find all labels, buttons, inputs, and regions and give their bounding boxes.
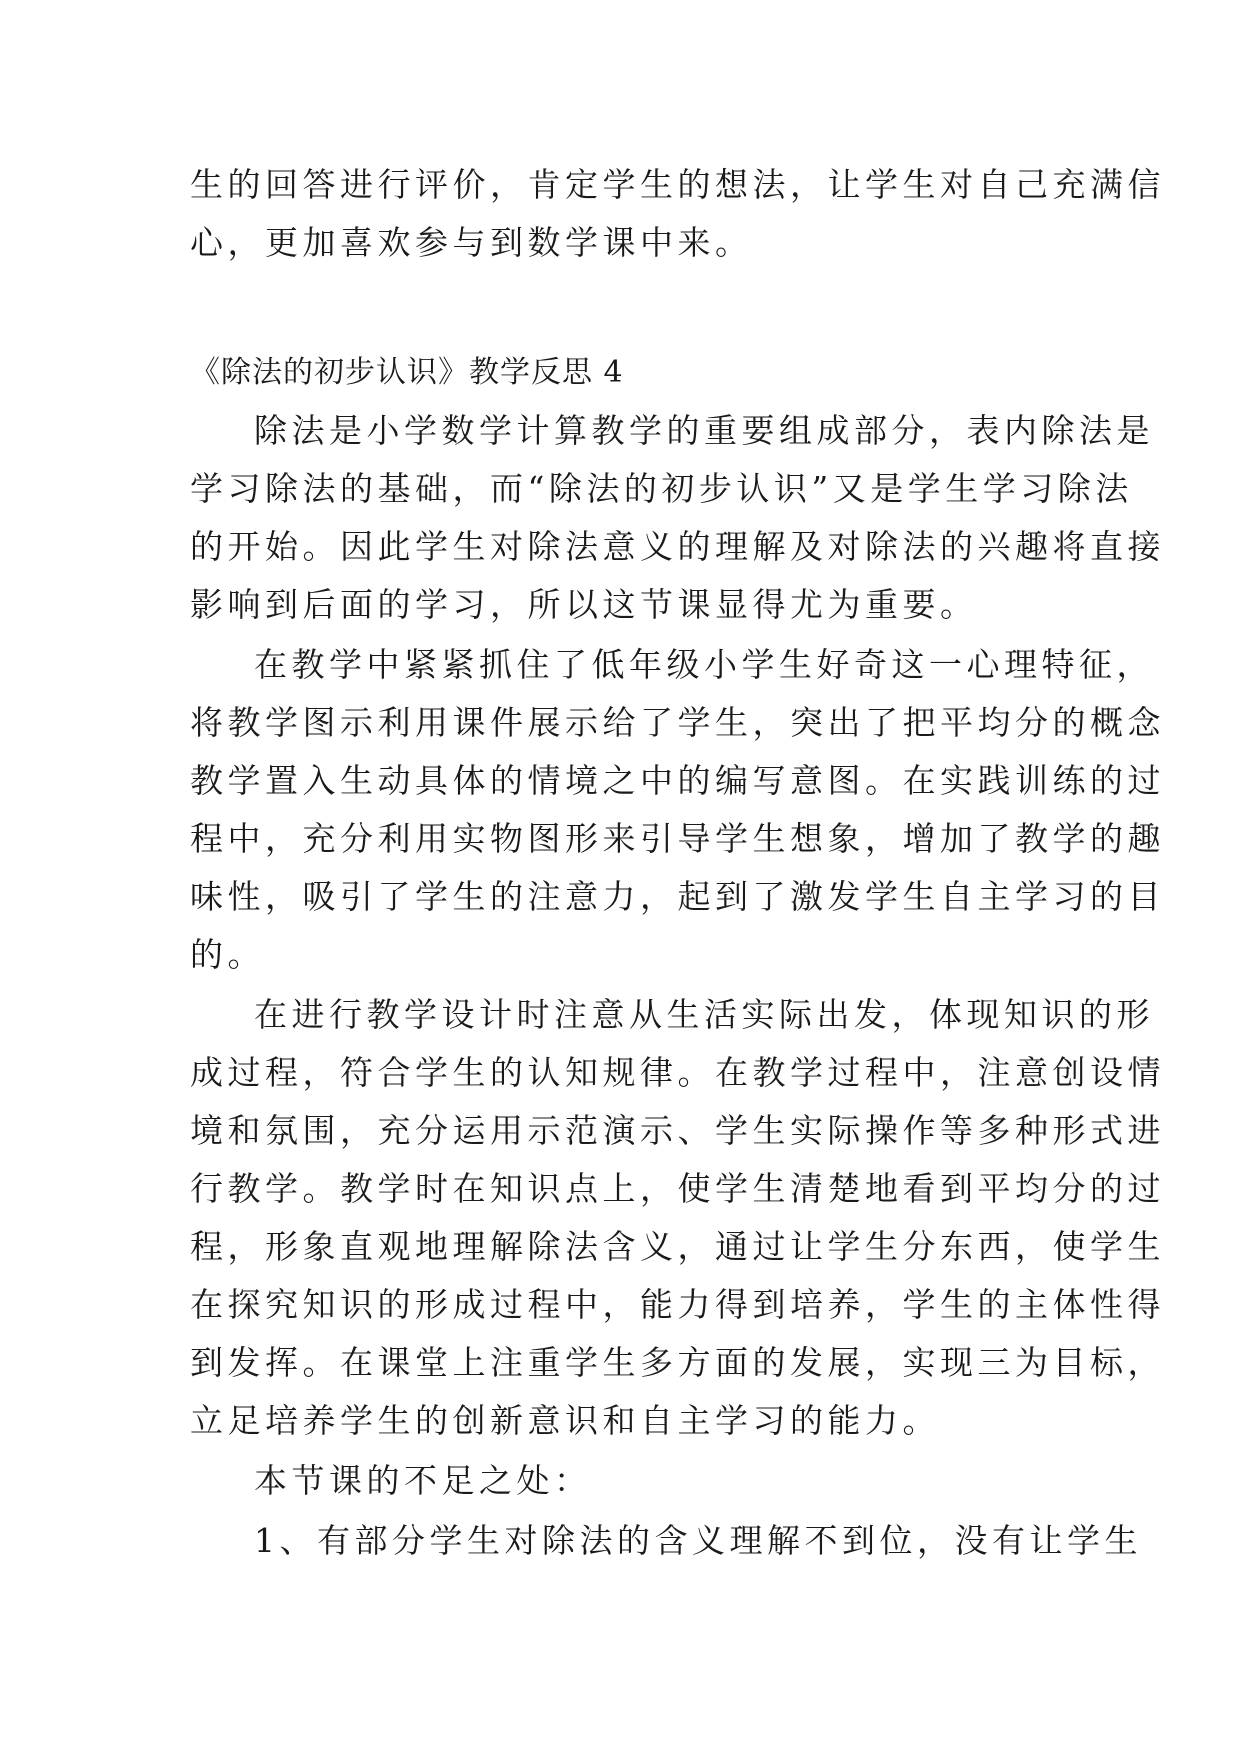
paragraph-line: 学习除法的基础，而“除法的初步认识”又是学生学习除法 (190, 469, 1133, 508)
intro-line: 心，更加喜欢参与到数学课中来。 (190, 223, 753, 262)
paragraph-line: 境和氛围，充分运用示范演示、学生实际操作等多种形式进 (190, 1111, 1165, 1150)
text-column (190, 156, 1165, 1570)
paragraph-line: 程，形象直观地理解除法含义，通过让学生分东西，使学生 (190, 1227, 1165, 1266)
paragraph-line: 到发挥。在课堂上注重学生多方面的发展，实现三为目标， (190, 1343, 1165, 1382)
intro-line: 生的回答进行评价，肯定学生的想法，让学生对自己充满信 (190, 165, 1165, 204)
paragraph-line: 成过程，符合学生的认知规律。在教学过程中，注意创设情 (190, 1053, 1165, 1092)
paragraph-line: 在探究知识的形成过程中，能力得到培养，学生的主体性得 (190, 1285, 1165, 1324)
paragraph-line: 在教学中紧紧抓住了低年级小学生好奇这一心理特征， (254, 645, 1154, 684)
paragraph-line: 将教学图示利用课件展示给了学生，突出了把平均分的概念 (190, 703, 1165, 742)
paragraph-line: 味性，吸引了学生的注意力，起到了激发学生自主学习的目 (190, 877, 1165, 916)
paragraph-line: 的。 (190, 935, 265, 974)
paragraph-line: 教学置入生动具体的情境之中的编写意图。在实践训练的过 (190, 761, 1165, 800)
paragraph-line: 1、有部分学生对除法的含义理解不到位，没有让学生 (254, 1521, 1142, 1560)
paragraph-line: 除法是小学数学计算教学的重要组成部分，表内除法是 (254, 411, 1154, 450)
paragraph-line: 程中，充分利用实物图形来引导学生想象，增加了教学的趣 (190, 819, 1165, 858)
paragraph-line: 本节课的不足之处： (254, 1461, 592, 1500)
paragraph-line: 的开始。因此学生对除法意义的理解及对除法的兴趣将直接 (190, 527, 1165, 566)
paragraph-line: 行教学。教学时在知识点上，使学生清楚地看到平均分的过 (190, 1169, 1165, 1208)
section-title: 《除法的初步认识》教学反思 4 (190, 355, 624, 390)
paragraph-line: 在进行教学设计时注意从生活实际出发，体现知识的形 (254, 995, 1154, 1034)
paragraph-line: 立足培养学生的创新意识和自主学习的能力。 (190, 1401, 940, 1440)
paragraph-line: 影响到后面的学习，所以这节课显得尤为重要。 (190, 585, 978, 624)
